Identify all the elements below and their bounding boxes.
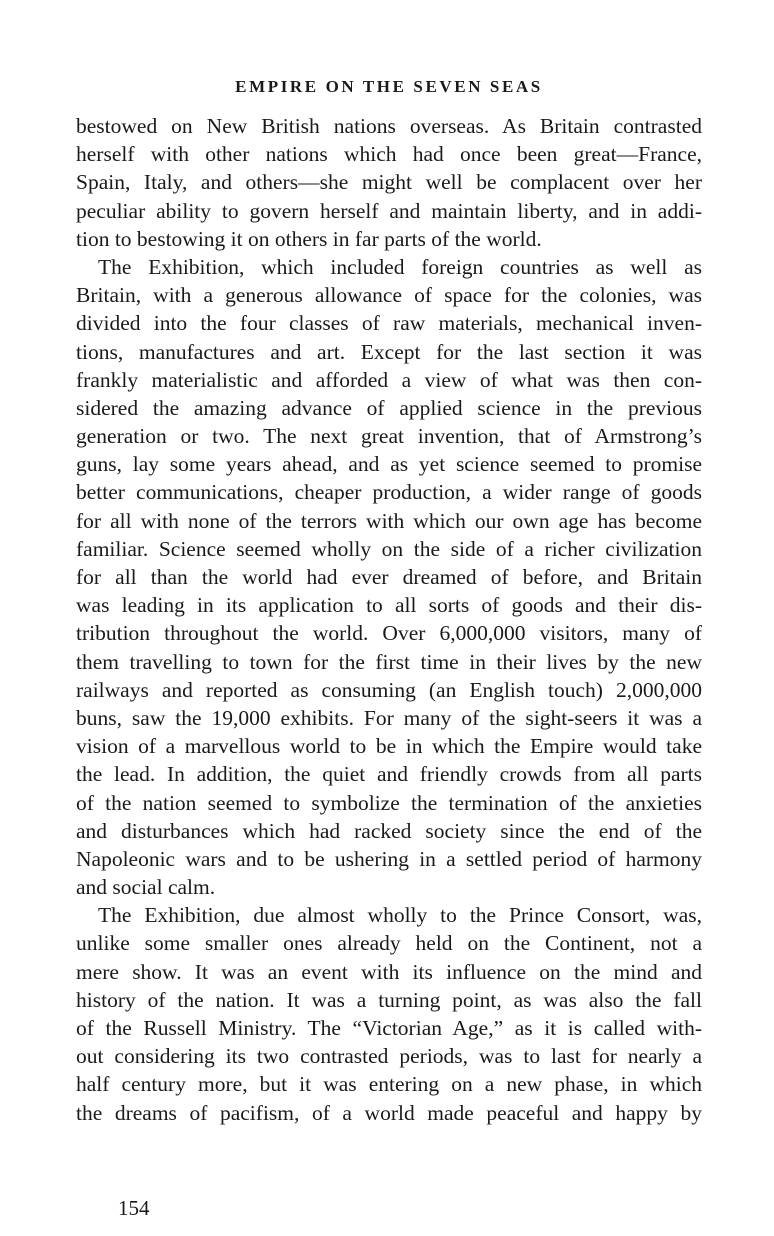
text-line: half century more, but it was entering on a new phase, in which xyxy=(76,1072,702,1097)
text-line: generation or two. The next great invention, that of Armstrong’s xyxy=(76,424,702,449)
text-line: buns, saw the 19,000 exhibits. For many of the sight-seers it was a xyxy=(76,705,702,730)
text-line: sidered the amazing advance of applied science in the previous xyxy=(76,395,702,420)
text-line: Spain, Italy, and others—she might well be complacent over her xyxy=(76,170,702,195)
text-line: better communications, cheaper production, a wider range of goods xyxy=(76,480,702,505)
text-line: unlike some smaller ones already held on the Continent, not a xyxy=(76,931,702,956)
text-line: and social calm. xyxy=(76,875,216,900)
text-line: frankly materialistic and afforded a view of what was then con- xyxy=(76,367,702,392)
text-line: for all than the world had ever dreamed of before, and Britain xyxy=(76,565,702,589)
text-line: them travelling to town for the first time in their lives by the new xyxy=(76,649,702,674)
text-line: of the Russell Ministry. The “Victorian Age,” as it is called with- xyxy=(76,1016,702,1040)
page-number: 154 xyxy=(118,1196,150,1220)
text-line: tions, manufactures and art. Except for the last section it was xyxy=(76,339,702,364)
running-head: EMPIRE ON THE SEVEN SEAS xyxy=(235,77,543,96)
text-line: herself with other nations which had once been great—France, xyxy=(76,142,702,167)
text-line: the dreams of pacifism, of a world made peaceful and happy by xyxy=(76,1100,702,1125)
text-line: vision of a marvellous world to be in which the Empire would take xyxy=(76,734,702,759)
text-line: was leading in its application to all sorts of goods and their dis- xyxy=(76,593,702,618)
text-line: Napoleonic wars and to be ushering in a settled period of harmony xyxy=(76,846,702,871)
text-line: tion to bestowing it on others in far parts of the world. xyxy=(76,226,542,251)
text-line: the lead. In addition, the quiet and friendly crowds from all parts xyxy=(76,762,702,787)
text-line: for all with none of the terrors with which our own age has become xyxy=(76,508,702,533)
body-text xyxy=(76,112,702,1127)
text-line: familiar. Science seemed wholly on the side of a richer civilization xyxy=(76,536,702,561)
text-line: out considering its two contrasted periods, was to last for nearly a xyxy=(76,1044,702,1069)
text-line: and disturbances which had racked society since the end of the xyxy=(76,818,702,843)
text-line: guns, lay some years ahead, and as yet science seemed to promise xyxy=(76,452,702,477)
text-line: tribution throughout the world. Over 6,000,000 visitors, many of xyxy=(76,621,702,646)
text-line: history of the nation. It was a turning point, as was also the fall xyxy=(76,987,702,1012)
text-line: peculiar ability to govern herself and maintain liberty, and in addi- xyxy=(76,198,702,223)
text-line: The Exhibition, which included foreign countries as well as xyxy=(98,254,702,279)
text-line: railways and reported as consuming (an English touch) 2,000,000 xyxy=(76,677,702,702)
text-line: bestowed on New British nations overseas. As Britain contrasted xyxy=(76,114,702,138)
text-line: mere show. It was an event with its influence on the mind and xyxy=(76,959,702,984)
text-line: divided into the four classes of raw materials, mechanical inven- xyxy=(76,311,702,336)
text-line: of the nation seemed to symbolize the termination of the anxieties xyxy=(76,790,702,815)
text-line: The Exhibition, due almost wholly to the Prince Consort, was, xyxy=(98,903,702,928)
text-line: Britain, with a generous allowance of space for the colonies, was xyxy=(76,283,702,308)
